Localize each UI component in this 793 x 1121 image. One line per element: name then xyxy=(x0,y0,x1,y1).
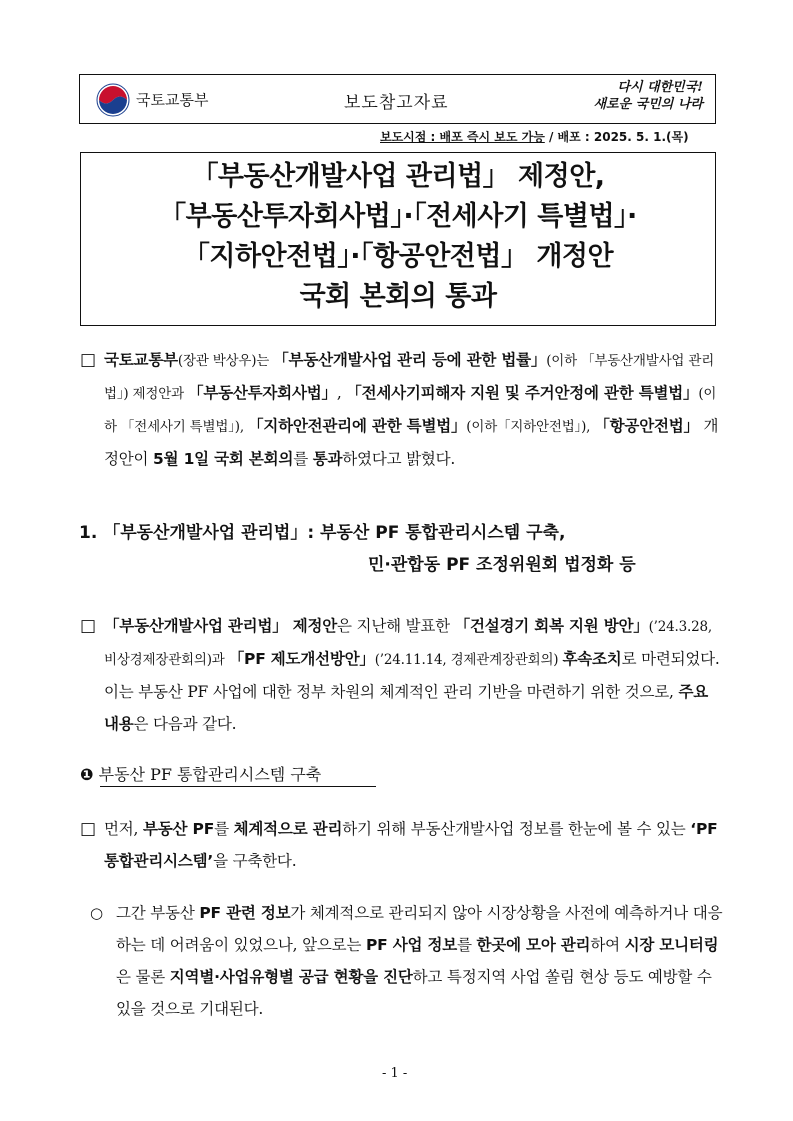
title-box xyxy=(80,152,716,326)
text-bold: 「PF 제도개선방안」 xyxy=(228,650,375,668)
bullet-square: □ xyxy=(80,819,97,839)
org-name: 국토교통부 xyxy=(136,91,209,109)
doc-type-label: 보도참고자료 xyxy=(344,93,449,113)
slogan-line-2: 새로운 국민의 나라 xyxy=(593,97,703,112)
paragraph-pf-detail xyxy=(116,897,726,1025)
title-line-3: 「지하안전법」·「항공안전법」 개정안 xyxy=(182,241,614,272)
text: (이하「지하안전법」), xyxy=(466,419,595,435)
title-line-2: 「부동산투자회사법」·「전세사기 특별법」· xyxy=(159,201,637,232)
section-heading-1: 1. 「부동산개발사업 관리법」: 부동산 PF 통합관리시스템 구축, xyxy=(79,523,566,543)
text-bold: 5월 1일 국회 본회의 xyxy=(153,450,294,468)
text-bold: 「부동산개발사업 관리 등에 관한 법률」 xyxy=(273,351,547,369)
text: (’24.11.14, 경제관계장관회의) xyxy=(374,652,563,668)
text: 하기 위해 부동산개발사업 정보를 한눈에 볼 수 있는 xyxy=(342,820,691,838)
text-bold: 체계적으로 관리 xyxy=(233,820,343,838)
text: 개정안이 xyxy=(104,417,719,468)
text: 를 xyxy=(214,820,234,838)
text-bold: 「항공안전법」 xyxy=(594,417,699,435)
slogan xyxy=(593,79,703,113)
text: 그간 부동산 xyxy=(116,904,200,922)
text-bold: 「건설경기 회복 지원 방안」 xyxy=(454,617,649,635)
text: 가 체계적으로 관리되지 않아 시장상황을 사전에 예측하거나 대응하는 데 어려움이 있었으나, 앞으로는 xyxy=(116,904,723,954)
text: 를 xyxy=(293,450,313,468)
title-line-4: 국회 본회의 통과 xyxy=(299,281,497,312)
text-bold: PF 관련 정보 xyxy=(199,904,291,922)
text-bold: ‘PF 통합관리시스템’ xyxy=(104,820,718,870)
text: 하고 특정지역 사업 쏠림 현상 등도 예방할 수 있을 것으로 기대된다. xyxy=(116,968,712,1018)
text: 하였다고 밝혔다. xyxy=(342,450,456,468)
release-label: 보도시점 : 배포 즉시 보도 가능 xyxy=(380,130,545,144)
bullet-square: □ xyxy=(80,616,97,636)
text: (’24.3.28, 비상경제장관회의)과 xyxy=(104,619,712,668)
text-bold: 시장 모니터링 xyxy=(624,936,719,954)
page-number: - 1 - xyxy=(382,1066,408,1081)
text-bold: 「부동산투자회사법」 xyxy=(188,384,337,402)
text-bold: 「전세사기피해자 지원 및 주거안정에 관한 특별법」 xyxy=(346,384,699,402)
section-heading-1-continued: 민·관합동 PF 조정위원회 법정화 등 xyxy=(368,555,636,575)
text-bold: 「부동산개발사업 관리법」 제정안 xyxy=(104,617,338,635)
text: 은 지난해 발표한 xyxy=(337,617,455,635)
text: (이하 「부동산개발사업 관리법」) 제정안과 xyxy=(104,353,715,402)
text: (장관 박상우)는 xyxy=(177,353,274,369)
text: 을 구축한다. xyxy=(213,852,297,870)
text: (이하 「전세사기 특별법」), xyxy=(104,386,717,435)
text-bold: PF 사업 정보 xyxy=(365,936,458,954)
text-bold: 지역별·사업유형별 공급 현황을 진단 xyxy=(169,968,413,986)
text-bold: 통과 xyxy=(312,450,343,468)
number-circle-icon: ❶ xyxy=(80,765,94,784)
text-bold: 부동산 PF xyxy=(143,820,215,838)
text: 먼저, xyxy=(104,820,144,838)
bullet-square: □ xyxy=(80,350,97,370)
text: 하여 xyxy=(590,936,625,954)
press-header xyxy=(79,74,716,124)
text-bold: 주요 내용 xyxy=(104,683,709,733)
text-bold: 한곳에 모아 관리 xyxy=(476,936,591,954)
release-info xyxy=(380,128,689,145)
heading-underline xyxy=(100,786,376,787)
text: 를 xyxy=(457,936,477,954)
government-logo-icon xyxy=(96,83,130,117)
title-line-1: 「부동산개발사업 관리법」 제정안, xyxy=(191,161,605,192)
text: 은 물론 xyxy=(116,968,170,986)
page-title xyxy=(81,157,715,317)
release-date: 배포 : 2025. 5. 1.(목) xyxy=(557,130,689,144)
text-bold: 후속조치 xyxy=(562,650,622,668)
text-bold: 국토교통부 xyxy=(104,351,178,369)
intro-paragraph xyxy=(104,344,724,475)
text: 은 다음과 같다. xyxy=(133,715,237,733)
paragraph-pf-system xyxy=(104,813,724,877)
text: , xyxy=(336,384,347,402)
bullet-circle: ○ xyxy=(90,904,104,922)
paragraph-law-overview xyxy=(104,610,724,740)
slogan-line-1: 다시 대한민국! xyxy=(617,80,703,95)
subsection-title: 부동산 PF 통합관리시스템 구축 xyxy=(98,765,322,784)
release-separator: / xyxy=(544,130,558,144)
text-bold: 「지하안전관리에 관한 특별법」 xyxy=(248,417,467,435)
text: 로 마련되었다. 이는 부동산 PF 사업에 대한 정부 차원의 체계적인 관리 기반을 마련하기 위한 것으로, xyxy=(104,650,720,701)
